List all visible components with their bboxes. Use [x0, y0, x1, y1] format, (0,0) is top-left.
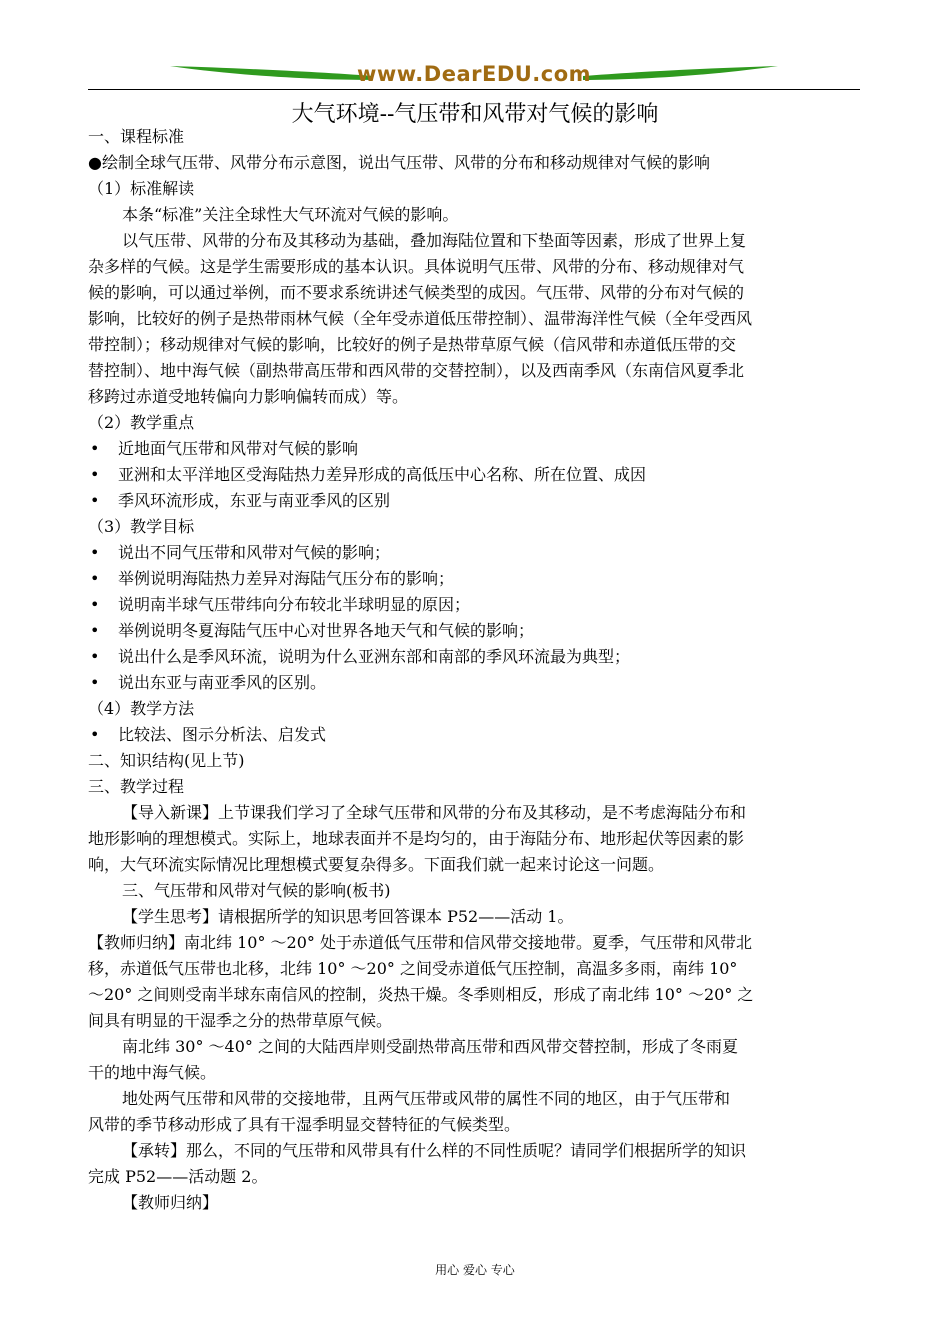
paragraph-line: 干的地中海气候。 — [88, 1063, 217, 1082]
subsection-heading: （4）教学方法 — [88, 699, 195, 718]
header-rule — [88, 89, 860, 90]
paragraph-line: 【导入新课】上节课我们学习了全球气压带和风带的分布及其移动，是不考虑海陆分布和 — [122, 803, 747, 822]
bullet-icon: • — [90, 543, 100, 562]
subsection-heading: （1）标准解读 — [88, 179, 195, 198]
bullet-icon: • — [90, 439, 100, 458]
bullet-icon: • — [90, 725, 100, 744]
site-logo[interactable]: www.DearEDU.com — [356, 62, 592, 86]
list-item: • 近地面气压带和风带对气候的影响 — [88, 436, 860, 462]
page-title: 大气环境--气压带和风带对气候的影响 — [291, 102, 659, 127]
page-footer: 用心 爱心 专心 — [435, 1263, 515, 1277]
standard-statement: ●绘制全球气压带、风带分布示意图，说出气压带、风带的分布和移动规律对气候的影响 — [88, 153, 710, 172]
paragraph-line: 【承转】那么，不同的气压带和风带具有什么样的不同性质呢？请同学们根据所学的知识 — [122, 1141, 747, 1160]
paragraph-line: 风带的季节移动形成了具有干湿季明显交替特征的气候类型。 — [88, 1115, 521, 1134]
document-body — [88, 124, 860, 1216]
list-item: • 亚洲和太平洋地区受海陆热力差异形成的高低压中心名称、所在位置、成因 — [88, 462, 860, 488]
paragraph-line: 响，大气环流实际情况比理想模式要复杂得多。下面我们就一起来讨论这一问题。 — [88, 855, 665, 874]
bullet-icon: • — [90, 491, 100, 510]
section-heading: 一、课程标准 — [88, 127, 185, 146]
list-item: • 比较法、图示分析法、启发式 — [88, 722, 860, 748]
paragraph-line: 候的影响，可以通过举例，而不要求系统讲述气候类型的成因。气压带、风带的分布对气候的 — [88, 283, 745, 302]
list-item: • 季风环流形成，东亚与南亚季风的区别 — [88, 488, 860, 514]
bullet-icon: • — [90, 647, 100, 666]
paragraph-line: 移跨过赤道受地转偏向力影响偏转而成）等。 — [88, 387, 409, 406]
paragraph-line: 南北纬 30° ～40° 之间的大陆西岸则受副热带高压带和西风带交替控制，形成了冬雨夏 — [122, 1037, 738, 1056]
bullet-icon: • — [90, 569, 100, 588]
list-item: • 举例说明海陆热力差异对海陆气压分布的影响； — [88, 566, 860, 592]
section-heading: 三、气压带和风带对气候的影响(板书) — [122, 881, 391, 900]
paragraph-line: 带控制）；移动规律对气候的影响，比较好的例子是热带草原气候（信风带和赤道低压带的交 — [88, 335, 737, 354]
paragraph-line: 【学生思考】请根据所学的知识思考回答课本 P52——活动 1。 — [122, 907, 574, 926]
section-heading: 二、知识结构(见上节) — [88, 751, 245, 770]
paragraph-line: 以气压带、风带的分布及其移动为基础，叠加海陆位置和下垫面等因素，形成了世界上复 — [122, 231, 747, 250]
list-item: • 说出东亚与南亚季风的区别。 — [88, 670, 860, 696]
paragraph-line: 地处两气压带和风带的交接地带，且两气压带或风带的属性不同的地区，由于气压带和 — [122, 1089, 731, 1108]
paragraph-line: 【教师归纳】 — [122, 1193, 219, 1212]
list-item: • 说出不同气压带和风带对气候的影响； — [88, 540, 860, 566]
paragraph-line: 杂多样的气候。这是学生需要形成的基本认识。具体说明气压带、风带的分布、移动规律对气 — [88, 257, 745, 276]
bullet-icon: • — [90, 465, 100, 484]
paragraph-line: 间具有明显的干湿季之分的热带草原气候。 — [88, 1011, 393, 1030]
bullet-icon: • — [90, 673, 100, 692]
list-item: • 说明南半球气压带纬向分布较北半球明显的原因； — [88, 592, 860, 618]
list-item: • 举例说明冬夏海陆气压中心对世界各地天气和气候的影响； — [88, 618, 860, 644]
paragraph-line: 完成 P52——活动题 2。 — [88, 1167, 268, 1186]
paragraph-line: ～20° 之间则受南半球东南信风的控制，炎热干燥。冬季则相反，形成了南北纬 10° ～20° 之 — [88, 985, 754, 1004]
paragraph-line: 本条“标准”关注全球性大气环流对气候的影响。 — [122, 205, 459, 224]
paragraph-line: 移，赤道低气压带也北移，北纬 10° ～20° 之间受赤道低气压控制，高温多多雨，南纬 10° — [88, 959, 738, 978]
paragraph-line: 【教师归纳】南北纬 10° ～20° 处于赤道低气压带和信风带交接地带。夏季，气压带和风带北 — [88, 933, 752, 952]
paragraph-line: 影响，比较好的例子是热带雨林气候（全年受赤道低压带控制）、温带海洋性气候（全年受西风 — [88, 309, 753, 328]
subsection-heading: （2）教学重点 — [88, 413, 195, 432]
bullet-icon: • — [90, 621, 100, 640]
list-item: • 说出什么是季风环流，说明为什么亚洲东部和南部的季风环流最为典型； — [88, 644, 860, 670]
bullet-icon: • — [90, 595, 100, 614]
subsection-heading: （3）教学目标 — [88, 517, 195, 536]
paragraph-line: 地形影响的理想模式。实际上，地球表面并不是均匀的，由于海陆分布、地形起伏等因素的影 — [88, 829, 745, 848]
section-heading: 三、教学过程 — [88, 777, 185, 796]
paragraph-line: 替控制）、地中海气候（副热带高压带和西风带的交替控制），以及西南季风（东南信风夏季北 — [88, 361, 745, 380]
